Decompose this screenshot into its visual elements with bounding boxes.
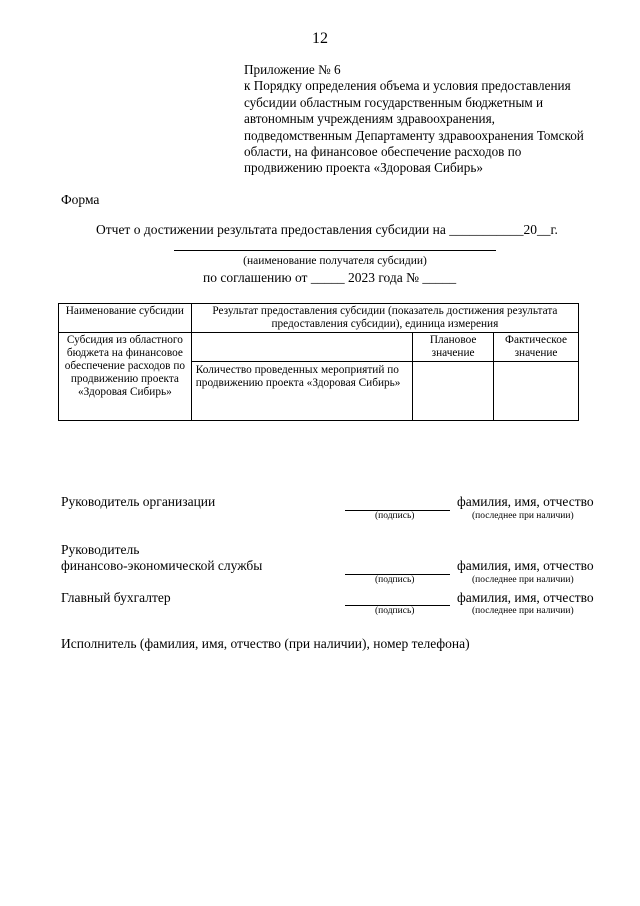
fio-label: фамилия, имя, отчество	[457, 590, 594, 605]
signature-caption: (подпись)	[375, 575, 415, 585]
table-row	[59, 333, 579, 362]
header-fact: Фактическое значение	[494, 333, 579, 362]
appendix-line: к Порядку определения объема и условия предоставления	[244, 78, 571, 94]
signature-caption: (подпись)	[375, 511, 415, 521]
recipient-caption: (наименование получателя субсидии)	[243, 255, 427, 267]
fio-caption: (последнее при наличии)	[472, 511, 574, 521]
head-label: Руководитель организации	[61, 494, 216, 509]
fio-caption: (последнее при наличии)	[472, 606, 574, 616]
appendix-line: области, на финансовое обеспечение расходов по	[244, 144, 522, 160]
appendix-line: автономным учреждениям здравоохранения,	[244, 111, 495, 127]
page-number: 12	[312, 30, 328, 47]
fin-head-label-1: Руководитель	[61, 542, 140, 557]
executor-line: Исполнитель (фамилия, имя, отчество (при наличии), номер телефона)	[61, 636, 470, 651]
header-plan: Плановое значение	[413, 333, 494, 362]
report-title: Отчет о достижении результата предоставления субсидии на ___________20__г.	[96, 222, 558, 237]
form-label: Форма	[61, 192, 100, 207]
header-result: Результат предоставления субсидии (показатель достижения результата предоставления субсидии), единица измерения	[191, 304, 578, 333]
report-table	[58, 303, 579, 421]
cell-result: Количество проведенных мероприятий по продвижению проекта «Здоровая Сибирь»	[191, 362, 412, 421]
fin-head-label-2: финансово-экономической службы	[61, 558, 263, 573]
cell-subsidy-name: Субсидия из областного бюджета на финансовое обеспечение расходов по продвижению проекта «Здоровая Сибирь»	[59, 333, 192, 421]
fio-label: фамилия, имя, отчество	[457, 558, 594, 573]
fio-caption: (последнее при наличии)	[472, 575, 574, 585]
cell-empty	[191, 333, 412, 362]
recipient-line	[174, 250, 496, 251]
chief-accountant-label: Главный бухгалтер	[61, 590, 171, 605]
agreement-line: по соглашению от _____ 2023 года № _____	[203, 270, 457, 285]
signature-caption: (подпись)	[375, 606, 415, 616]
appendix-line: субсидии областным государственным бюджетным и	[244, 94, 544, 110]
appendix-line: подведомственным Департаменту здравоохранения Томской	[244, 127, 584, 143]
table-header-row	[59, 304, 579, 333]
appendix-header	[244, 62, 614, 177]
header-subsidy-name: Наименование субсидии	[59, 304, 192, 333]
cell-plan-value	[413, 362, 494, 421]
appendix-line: Приложение № 6	[244, 62, 341, 77]
cell-fact-value	[494, 362, 579, 421]
fio-label: фамилия, имя, отчество	[457, 494, 594, 509]
appendix-line: продвижению проекта «Здоровая Сибирь»	[244, 160, 483, 176]
